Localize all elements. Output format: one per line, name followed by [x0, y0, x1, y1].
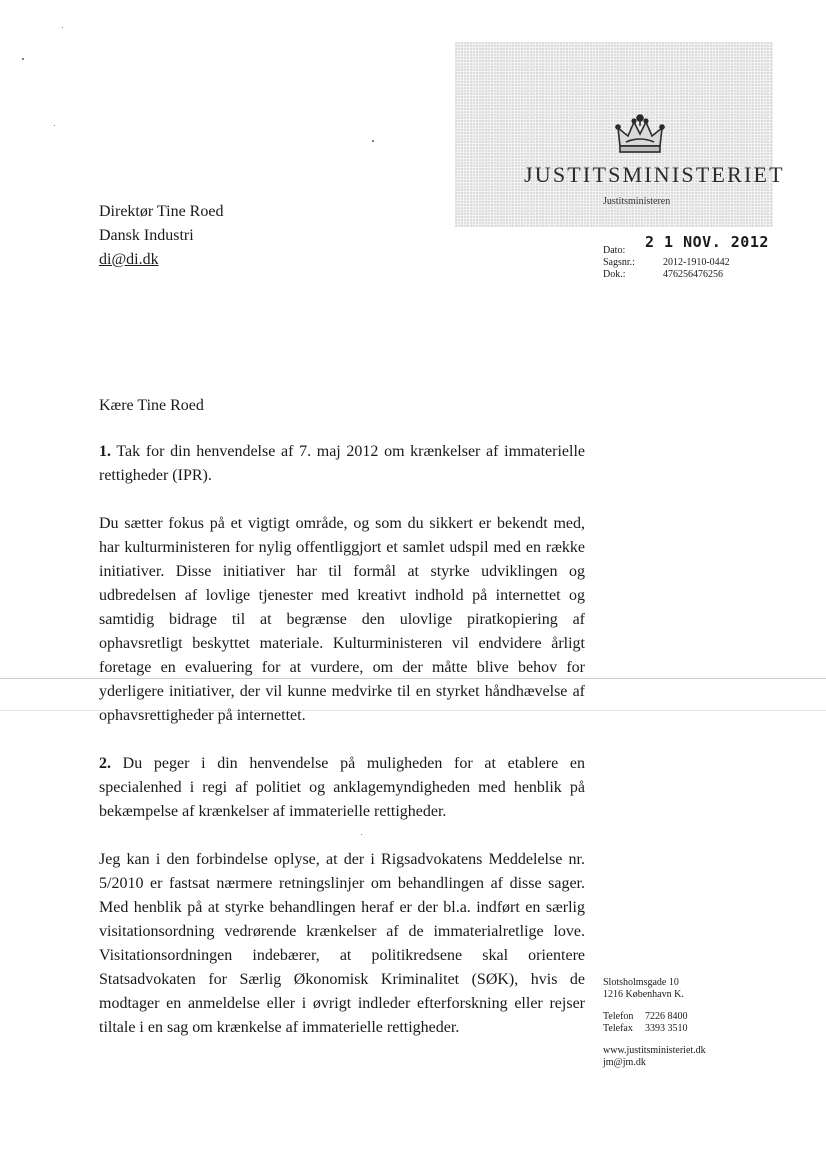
phone-number: 7226 8400: [645, 1011, 688, 1022]
document-number-row: [603, 269, 769, 281]
date-stamp: 2 1 NOV. 2012: [645, 233, 769, 251]
paragraph-1: [99, 440, 585, 488]
fax-row: [603, 1023, 706, 1035]
phone-row: [603, 1011, 706, 1023]
case-number-value: 2012-1910-0442: [663, 257, 730, 268]
royal-crown-icon: [612, 112, 668, 156]
postal-city: 1216 København K.: [603, 989, 684, 1000]
paragraph-4: Jeg kan i den forbindelse oplyse, at der i Rigsadvokatens Meddelelse nr. 5/2010 er fastsat nærmere retningslinjer om behandlingen af disse sager. Med henblik på at styrke behandlingen heraf er der bl.a. indført en særlig visitationsordning vedrørende krænkelser af de immaterialretlige love. Visitationsordningen indebærer, at politikredsene skal orientere Statsadvokaten for Særlig Økonomisk Kriminalitet (SØK), hvis de modtager en anmeldelse eller i øvrigt indleder efterforskning eller rejser tiltale i en sag om krænkelse af immaterielle rettigheder.: [99, 851, 585, 1036]
salutation: Kære Tine Roed: [99, 397, 204, 414]
fax-number: 3393 3510: [645, 1023, 688, 1034]
paragraph-3: [99, 752, 585, 824]
ministry-name: JUSTITSMINISTERIET: [524, 162, 785, 187]
date-row: [603, 233, 769, 257]
case-number-row: [603, 257, 769, 269]
web-contact: [603, 1045, 706, 1069]
scan-speck: [22, 58, 24, 60]
recipient-name: Direktør Tine Roed: [99, 203, 224, 220]
scan-speck: [62, 27, 63, 28]
recipient-organization: Dansk Industri: [99, 227, 194, 244]
paragraph-3-text: Du peger i din henvendelse på muligheden for at etablere en specialenhed i regi af politiet og anklagemyndigheden med henblik på bekæmpelse af krænkelser af immaterielle rettigheder.: [99, 755, 586, 820]
postal-address: [603, 977, 706, 1001]
document-number-label: Dok.:: [603, 269, 626, 280]
case-number-label: Sagsnr.:: [603, 257, 635, 268]
street-address: Slotsholmsgade 10: [603, 977, 679, 988]
letter-body: [99, 394, 585, 1064]
website-link[interactable]: www.justitsministeriet.dk: [603, 1045, 706, 1056]
paragraph-1-text: Tak for din henvendelse af 7. maj 2012 om krænkelser af immaterielle rettigheder (IPR).: [99, 443, 585, 484]
section-number: 2.: [99, 755, 111, 772]
scan-speck: [372, 140, 374, 142]
contact-email-link[interactable]: jm@jm.dk: [603, 1057, 646, 1068]
reference-block: [603, 233, 769, 281]
phone-label: Telefon: [603, 1011, 634, 1022]
scan-speck: [54, 125, 55, 126]
ministry-subunit: Justitsministeren: [603, 196, 671, 207]
ministry-address: [603, 977, 706, 1069]
date-label: Dato:: [603, 245, 626, 256]
document-number-value: 476256476256: [663, 269, 723, 280]
paragraph-2: Du sætter fokus på et vigtigt område, og som du sikkert er bekendt med, har kulturministeren for nylig offentliggjort et samlet udspil med en række initiativer. Disse initiativer har til formål at styrke udviklingen og udbredelsen af lovlige tjenester med kreativt indhold på internettet og samtidig bidrage til at begrænse den ulovlige piratkopiering af ophavsretligt beskyttet materiale. Kulturministeren vil endvidere årligt foretage en evaluering for at vurdere, om der måtte blive behov for yderligere initiativer, der vil kunne medvirke til en styrket håndhævelse af ophavsrettigheder på internettet.: [99, 515, 585, 724]
recipient-block: [99, 200, 223, 272]
phone-block: [603, 1011, 706, 1035]
recipient-email-link[interactable]: di@di.dk: [99, 251, 159, 268]
fax-label: Telefax: [603, 1023, 633, 1034]
section-number: 1.: [99, 443, 111, 460]
